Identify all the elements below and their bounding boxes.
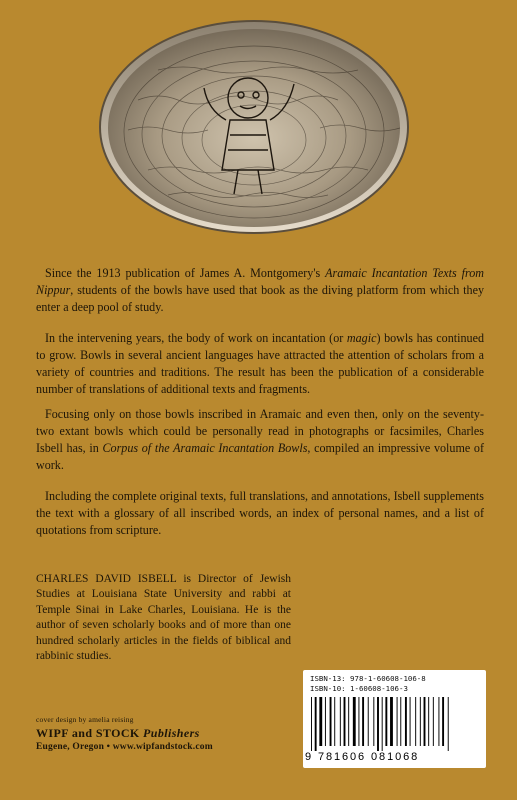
publisher-location: Eugene, Oregon • www.wipfandstock.com bbox=[36, 742, 213, 752]
barcode-bar bbox=[405, 697, 407, 746]
barcode-bar bbox=[362, 697, 364, 746]
publisher-suffix: Publishers bbox=[139, 726, 200, 740]
barcode-bar bbox=[368, 697, 369, 746]
barcode-bar bbox=[410, 697, 411, 746]
p1-book-title: Aramaic Incantation Texts from Nippur bbox=[36, 266, 484, 297]
barcode-bar bbox=[334, 697, 335, 746]
barcode-bar bbox=[340, 697, 341, 746]
barcode-bar bbox=[420, 697, 421, 746]
p1-text-a: Since the 1913 publication of James A. Montgomery's bbox=[45, 266, 326, 280]
barcode-bar bbox=[358, 697, 359, 746]
barcode-bar bbox=[311, 697, 312, 751]
description-paragraph-2 bbox=[36, 330, 484, 398]
barcode-bar bbox=[344, 697, 346, 746]
barcode-bar bbox=[377, 697, 379, 751]
barcode-bar bbox=[382, 697, 383, 751]
p2-text-b: ) bowls has continued to grow. Bowls in several ancient languages have attracted the attention of scholars from a variety of countries and traditions. The result has been the publication of a considerable number of translations of additional texts and fragments. bbox=[36, 331, 484, 396]
p2-text-a: In the intervening years, the body of work on incantation (or bbox=[45, 331, 347, 345]
isbn-10: ISBN-10: 1-60608-106-3 bbox=[310, 684, 408, 693]
isbn-13: ISBN-13: 978-1-60608-106-8 bbox=[310, 674, 426, 683]
description-paragraph-4 bbox=[36, 488, 484, 539]
barcode-bar bbox=[373, 697, 374, 746]
barcode-bar bbox=[415, 697, 416, 746]
p3-text-a: Focusing only on those bowls inscribed in Aramaic and even then, only on the seventy-two extant bowls which could be personally read in photographs or facsimiles, Charles Isbell has, in bbox=[36, 407, 484, 455]
barcode-bar bbox=[428, 697, 429, 746]
publisher-name bbox=[36, 726, 200, 741]
barcode-bar bbox=[424, 697, 426, 746]
barcode-bar bbox=[390, 697, 393, 746]
incantation-bowl-image bbox=[98, 20, 410, 234]
p1-text-b: , students of the bowls have used that book as the diving platform from which they enter a deep pool of study. bbox=[36, 283, 484, 314]
barcode-bar bbox=[400, 697, 401, 746]
barcode-bar bbox=[353, 697, 356, 746]
barcode-bar bbox=[348, 697, 349, 746]
p4-text: Including the complete original texts, full translations, and annotations, Isbell supplements the text with a glossary of all inscribed words, an index of personal names, and a list of quotations from scripture. bbox=[36, 489, 484, 537]
isbn-barcode bbox=[303, 670, 486, 768]
barcode-bar bbox=[433, 697, 434, 746]
barcode-bar bbox=[325, 697, 326, 746]
p3-book-title: Corpus of the Aramaic Incantation Bowls bbox=[102, 441, 308, 455]
barcode-bar bbox=[319, 697, 322, 746]
barcode-bar bbox=[397, 697, 398, 746]
author-bio-text: CHARLES DAVID ISBELL is Director of Jewish Studies at Louisiana State University and rabbi at Temple Sinai in Lake Charles, Louisiana. He is the author of seven scholarly books and of more than one hundred scholarly articles in the fields of biblical and rabbinic studies. bbox=[36, 573, 291, 663]
barcode-bar bbox=[438, 697, 439, 746]
cover-design-credit: cover design by amelia reising bbox=[36, 715, 134, 724]
description-paragraph-1 bbox=[36, 265, 484, 316]
author-bio bbox=[36, 572, 291, 664]
barcode-bar bbox=[315, 697, 317, 751]
barcode-bars bbox=[309, 697, 480, 751]
barcode-bar bbox=[330, 697, 332, 746]
barcode-bar bbox=[448, 697, 449, 751]
publisher-brand: WIPF and STOCK bbox=[36, 726, 140, 740]
p2-emphasis: magic bbox=[346, 331, 377, 345]
p3-text-b: , compiled an impressive volume of work. bbox=[36, 441, 484, 472]
barcode-bar bbox=[442, 697, 444, 746]
barcode-digits: 9 781606 081068 bbox=[305, 751, 420, 763]
description-paragraph-3 bbox=[36, 406, 484, 474]
barcode-bar bbox=[385, 697, 387, 746]
